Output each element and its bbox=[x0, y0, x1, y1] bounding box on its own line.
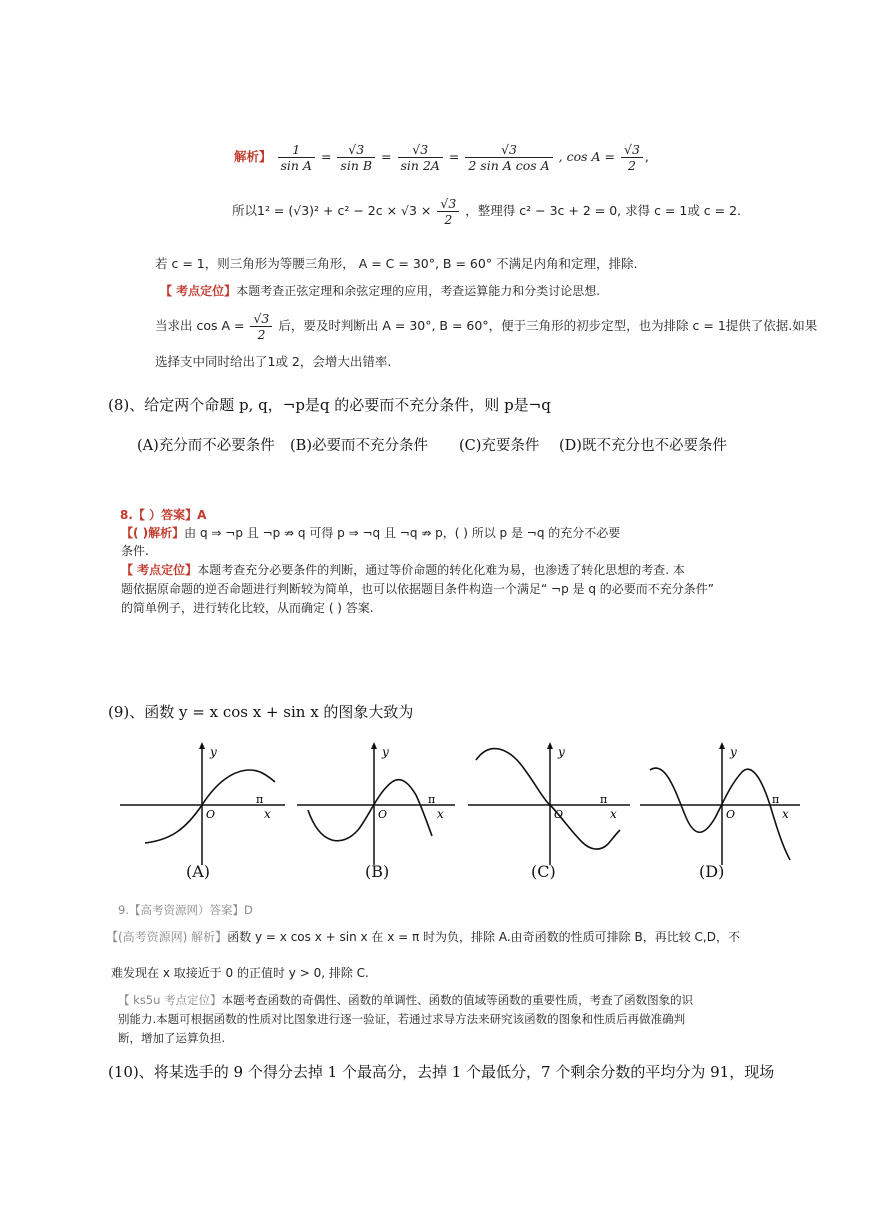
q9-stem: (9)、函数 y = x cos x + sin x 的图象大致为 bbox=[108, 703, 414, 721]
frac: $\frac{√3}{2}$ bbox=[250, 311, 272, 342]
q8-kaodian-line2: 题依据原命题的逆否命题进行判断较为简单，也可以依据题目条件构造一个满足“ ¬p 是 q 的必要而不充分条件” bbox=[121, 582, 714, 596]
svg-text:y: y bbox=[558, 745, 565, 759]
graph-b bbox=[297, 742, 455, 865]
svg-text:x: x bbox=[610, 807, 617, 821]
q9-graphs bbox=[110, 730, 810, 870]
q8-answer-line: 8.【 ）答案】A bbox=[120, 508, 207, 522]
graph-label-d: (D) bbox=[699, 862, 725, 881]
pi-label: π bbox=[256, 793, 264, 806]
b7-line6: 选择支中同时给出了1或 2，会增大出错率. bbox=[155, 354, 392, 369]
b7-line4: 【 考点定位】本题考查正弦定理和余弦定理的应用，考查运算能力和分类讨论思想. bbox=[160, 284, 601, 298]
svg-text:π: π bbox=[600, 793, 608, 806]
q9-jiexi-line2: 难发现在 x 取接近于 0 的正值时 y > 0, 排除 C. bbox=[111, 966, 369, 980]
q9-kaodian-line3: 断，增加了运算负担. bbox=[118, 1031, 226, 1045]
frac: $\frac{√3}{2}$ bbox=[621, 142, 643, 173]
q9-jiexi-line: 【(高考资源网) 解析】函数 y = x cos x + sin x 在 x = π 时为负，排除 A.由奇函数的性质可排除 B，再比较 C,D，不 bbox=[106, 930, 740, 944]
graph-d bbox=[640, 742, 800, 865]
graph-a bbox=[120, 742, 285, 865]
q8-jiexi-line: 【( )解析】由 q ⇒ ¬p 且 ¬p ⇏ q 可得 p ⇒ ¬q 且 ¬q ⇏ p，( ) 所以 p 是 ¬q 的充分不必要 bbox=[121, 526, 621, 540]
graph-c bbox=[468, 742, 630, 865]
svg-text:x: x bbox=[437, 807, 444, 821]
svg-text:y: y bbox=[382, 745, 389, 759]
frac: $\frac{√3}{2}$ bbox=[437, 196, 459, 227]
svg-text:O: O bbox=[726, 808, 736, 821]
graph-label-a: (A) bbox=[186, 862, 211, 881]
svg-text:π: π bbox=[428, 793, 436, 806]
origin-label: O bbox=[206, 808, 216, 821]
q8-option-b: (B)必要而不充分条件 bbox=[290, 438, 428, 454]
kaodian-tag: 【 考点定位】 bbox=[160, 284, 237, 298]
svg-text:O: O bbox=[378, 808, 388, 821]
q8-option-a: (A)充分而不必要条件 bbox=[137, 438, 275, 454]
q9-kaodian-line2: 别能力.本题可根据函数的性质对比图象进行逐一验证，若通过求导方法来研究该函数的图象和性质后再做准确判 bbox=[118, 1012, 686, 1026]
frac: $\frac{√3}{\sin 2A}$ bbox=[398, 142, 443, 173]
axis-x-label: x bbox=[264, 807, 271, 821]
q8-kaodian-line: 【 考点定位】本题考查充分必要条件的判断，通过等价命题的转化化难为易，也渗透了转化思想的考查. 本 bbox=[121, 563, 685, 577]
q8-kaodian-line3: 的简单例子，进行转化比较，从而确定 ( ) 答案. bbox=[121, 601, 374, 615]
q8-jiexi-line2: 条件. bbox=[121, 544, 149, 558]
q10-stem: (10)、将某选手的 9 个得分去掉 1 个最高分，去掉 1 个最低分，7 个剩余分数的平均分为 91，现场 bbox=[108, 1063, 775, 1081]
axis-y-label: y bbox=[210, 745, 217, 759]
graph-label-c: (C) bbox=[531, 862, 556, 881]
q9-answer-line: 9.【高考资源网）答案】D bbox=[118, 903, 253, 917]
b7-line2: 所以1² = (√3)² + c² − 2c × √3 × $\frac{√3}{2}$ ，整理得 c² − 3c + 2 = 0, 求得 c = 1或 c = 2. bbox=[232, 196, 742, 227]
frac: $\frac{√3}{\text{sin B}}$ bbox=[337, 142, 375, 173]
jiexi-tag: 解析】 bbox=[234, 149, 272, 164]
graph-label-b: (B) bbox=[365, 862, 390, 881]
b7-line5: 当求出 cos A = $\frac{√3}{2}$ 后，要及时判断出 A = 30°, B = 60°，便于三角形的初步定型，也为排除 c = 1提供了依据.如果 bbox=[155, 311, 818, 342]
q8-option-c: (C)充要条件 bbox=[459, 438, 540, 454]
q8-option-d: (D)既不充分也不必要条件 bbox=[559, 438, 727, 454]
svg-text:O: O bbox=[554, 808, 564, 821]
svg-text:y: y bbox=[730, 745, 737, 759]
svg-text:π: π bbox=[772, 793, 780, 806]
q9-kaodian-line: 【 ks5u 考点定位】本题考查函数的奇偶性、函数的单调性、函数的值域等函数的重要性质，考查了函数图象的识 bbox=[118, 993, 694, 1007]
svg-text:x: x bbox=[782, 807, 789, 821]
q8-stem: (8)、给定两个命题 p, q，¬p是q 的必要而不充分条件，则 p是¬q bbox=[108, 396, 551, 414]
frac: $\frac{√3}{\text{2 sin A cos A}}$ bbox=[465, 142, 552, 173]
b7-line1: 解析】 $\frac{1}{\text{sin A}}$ = $\frac{√3}{\text{sin B}}$ = $\frac{√3}{\sin 2A}$ = $\frac{√3}{\text{2 sin A cos A}}$ , cos A = $\frac{√3}{2}$ , bbox=[234, 142, 649, 173]
frac: $\frac{1}{\text{sin A}}$ bbox=[278, 142, 315, 173]
b7-line3: 若 c = 1，则三角形为等腰三角形， A = C = 30°, B = 60° 不满足内角和定理，排除. bbox=[155, 256, 638, 271]
